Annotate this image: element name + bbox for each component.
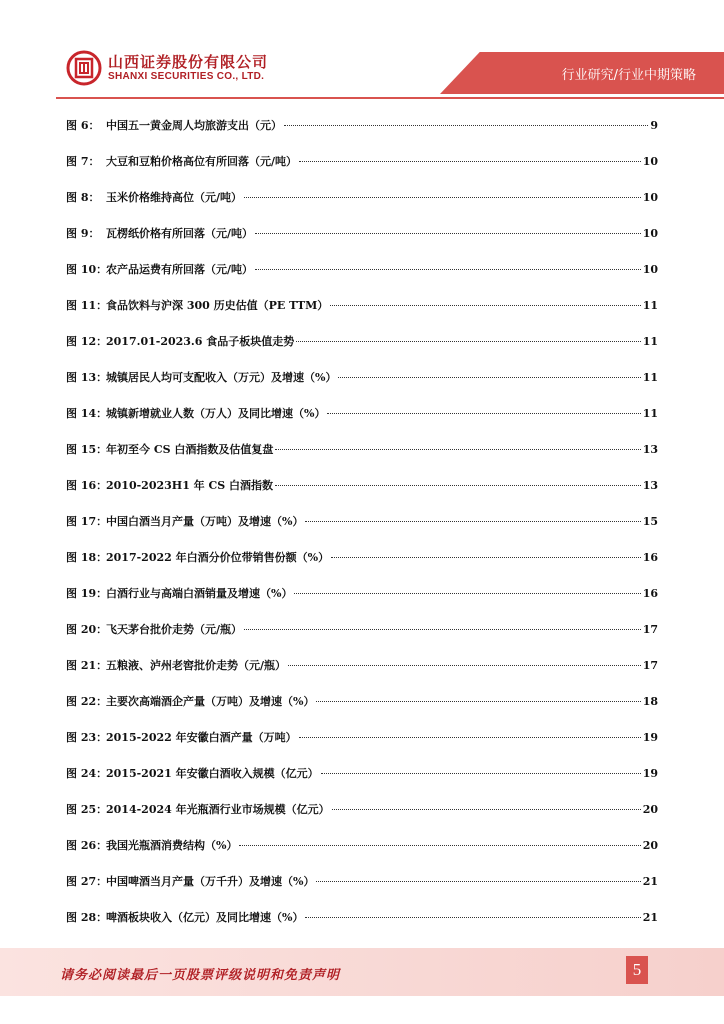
figure-number: 图 15： <box>66 443 108 456</box>
toc-entry[interactable] <box>66 405 658 425</box>
toc-entry[interactable] <box>66 513 658 533</box>
figure-title: 啤酒板块收入（亿元）及同比增速（%） <box>106 911 304 924</box>
toc-entry[interactable] <box>66 189 658 209</box>
disclaimer-notice: 请务必阅读最后一页股票评级说明和免责声明 <box>60 968 341 983</box>
toc-entry[interactable] <box>66 369 658 389</box>
page-ref: 13 <box>642 479 658 492</box>
dot-leader <box>255 233 641 234</box>
figure-title: 中国啤酒当月产量（万千升）及增速（%） <box>106 875 315 888</box>
figure-title: 年初至今 CS 白酒指数及估值复盘 <box>106 443 274 456</box>
figure-title: 2017-2022 年白酒分价位带销售份额（%） <box>106 551 330 564</box>
figure-title: 瓦楞纸价格有所回落（元/吨） <box>106 227 254 240</box>
page-ref: 19 <box>642 767 658 780</box>
toc-entry[interactable] <box>66 549 658 569</box>
figure-title: 飞天茅台批价走势（元/瓶） <box>106 623 243 636</box>
company-name-en: SHANXI SECURITIES CO., LTD. <box>108 71 265 82</box>
figure-number: 图 16： <box>66 479 108 492</box>
figure-number: 图 18： <box>66 551 108 564</box>
figure-number: 图 26： <box>66 839 108 852</box>
section-label: 行业研究/行业中期策略 <box>561 68 696 83</box>
figure-title: 2015-2021 年安徽白酒收入规模（亿元） <box>106 767 319 780</box>
page-ref: 11 <box>642 407 658 420</box>
figure-number: 图 25： <box>66 803 108 816</box>
toc-entry[interactable] <box>66 333 658 353</box>
logo-icon <box>66 50 102 86</box>
figure-number: 图 12： <box>66 335 108 348</box>
figure-title: 主要次高端酒企产量（万吨）及增速（%） <box>106 695 315 708</box>
figure-number: 图 6： <box>66 119 100 132</box>
page-ref: 9 <box>650 119 658 132</box>
figure-number: 图 20： <box>66 623 108 636</box>
toc-entry[interactable] <box>66 693 658 713</box>
figure-title: 大豆和豆粕价格高位有所回落（元/吨） <box>106 155 298 168</box>
dot-leader <box>244 197 641 198</box>
dot-leader <box>305 917 640 918</box>
figure-number: 图 17： <box>66 515 108 528</box>
toc-entry[interactable] <box>66 621 658 641</box>
figure-number: 图 19： <box>66 587 108 600</box>
page-ref: 21 <box>642 875 658 888</box>
figure-title: 中国白酒当月产量（万吨）及增速（%） <box>106 515 304 528</box>
page-ref: 17 <box>642 623 658 636</box>
page-ref: 10 <box>642 155 658 168</box>
dot-leader <box>305 521 640 522</box>
dot-leader <box>296 341 640 342</box>
dot-leader <box>255 269 641 270</box>
dot-leader <box>316 701 640 702</box>
toc-entry[interactable] <box>66 909 658 929</box>
figure-title: 白酒行业与高端白酒销量及增速（%） <box>106 587 293 600</box>
figure-number: 图 11： <box>66 299 108 312</box>
page-ref: 13 <box>642 443 658 456</box>
toc-entry[interactable] <box>66 585 658 605</box>
figure-number: 图 28： <box>66 911 108 924</box>
page-ref: 16 <box>642 551 658 564</box>
page-ref: 17 <box>642 659 658 672</box>
toc-entry[interactable] <box>66 729 658 749</box>
figure-number: 图 13： <box>66 371 108 384</box>
dot-leader <box>321 773 641 774</box>
toc-entry[interactable] <box>66 765 658 785</box>
dot-leader <box>330 305 640 306</box>
page-ref: 10 <box>642 227 658 240</box>
page-ref: 11 <box>642 299 658 312</box>
page-ref: 21 <box>642 911 658 924</box>
toc-entry[interactable] <box>66 837 658 857</box>
figure-number: 图 22： <box>66 695 108 708</box>
figure-title: 城镇居民人均可支配收入（万元）及增速（%） <box>106 371 337 384</box>
dot-leader <box>316 881 640 882</box>
figure-number: 图 23： <box>66 731 108 744</box>
toc-entry[interactable] <box>66 261 658 281</box>
dot-leader <box>288 665 641 666</box>
dot-leader <box>244 629 641 630</box>
dot-leader <box>284 125 648 126</box>
toc-entry[interactable] <box>66 657 658 677</box>
figure-title: 中国五一黄金周人均旅游支出（元） <box>106 119 282 132</box>
page-number: 5 <box>626 956 648 984</box>
figure-title: 2015-2022 年安徽白酒产量（万吨） <box>106 731 297 744</box>
page-footer <box>0 948 724 996</box>
dot-leader <box>299 161 641 162</box>
figure-number: 图 9： <box>66 227 100 240</box>
figure-title: 2017.01-2023.6 食品子板块值走势 <box>106 335 295 348</box>
dot-leader <box>275 449 640 450</box>
toc-entry[interactable] <box>66 297 658 317</box>
figure-title: 农产品运费有所回落（元/吨） <box>106 263 254 276</box>
dot-leader <box>299 737 641 738</box>
dot-leader <box>275 485 641 486</box>
toc-entry[interactable] <box>66 873 658 893</box>
dot-leader <box>331 557 641 558</box>
page-ref: 11 <box>642 371 658 384</box>
toc-entry[interactable] <box>66 225 658 245</box>
dot-leader <box>294 593 640 594</box>
dot-leader <box>327 413 640 414</box>
figure-number: 图 21： <box>66 659 108 672</box>
figure-number: 图 27： <box>66 875 108 888</box>
header-divider <box>56 97 724 99</box>
figure-title: 玉米价格维持高位（元/吨） <box>106 191 243 204</box>
figure-title: 城镇新增就业人数（万人）及同比增速（%） <box>106 407 326 420</box>
toc-entry[interactable] <box>66 153 658 173</box>
figure-title: 五粮液、泸州老窖批价走势（元/瓶） <box>106 659 287 672</box>
page-ref: 10 <box>642 263 658 276</box>
figure-title: 我国光瓶酒消费结构（%） <box>106 839 238 852</box>
toc-entry[interactable] <box>66 441 658 461</box>
dot-leader <box>239 845 640 846</box>
company-name-cn: 山西证券股份有限公司 <box>108 53 269 71</box>
page-ref: 10 <box>642 191 658 204</box>
page-ref: 15 <box>642 515 658 528</box>
page-ref: 16 <box>642 587 658 600</box>
page-ref: 20 <box>642 803 658 816</box>
figure-number: 图 10： <box>66 263 108 276</box>
page-ref: 11 <box>642 335 658 348</box>
toc-entry[interactable] <box>66 477 658 497</box>
page-ref: 20 <box>642 839 658 852</box>
page-header <box>0 0 724 100</box>
figure-title: 食品饮料与沪深 300 历史估值（PE TTM） <box>106 299 329 312</box>
figure-title: 2014-2024 年光瓶酒行业市场规模（亿元） <box>106 803 330 816</box>
page-ref: 19 <box>642 731 658 744</box>
dot-leader <box>338 377 640 378</box>
toc-entry[interactable] <box>66 117 658 137</box>
figure-number: 图 24： <box>66 767 108 780</box>
toc-entry[interactable] <box>66 801 658 821</box>
figure-number: 图 7： <box>66 155 100 168</box>
page-ref: 18 <box>642 695 658 708</box>
figure-number: 图 8： <box>66 191 100 204</box>
figure-title: 2010-2023H1 年 CS 白酒指数 <box>106 479 274 492</box>
figure-number: 图 14： <box>66 407 108 420</box>
dot-leader <box>332 809 641 810</box>
